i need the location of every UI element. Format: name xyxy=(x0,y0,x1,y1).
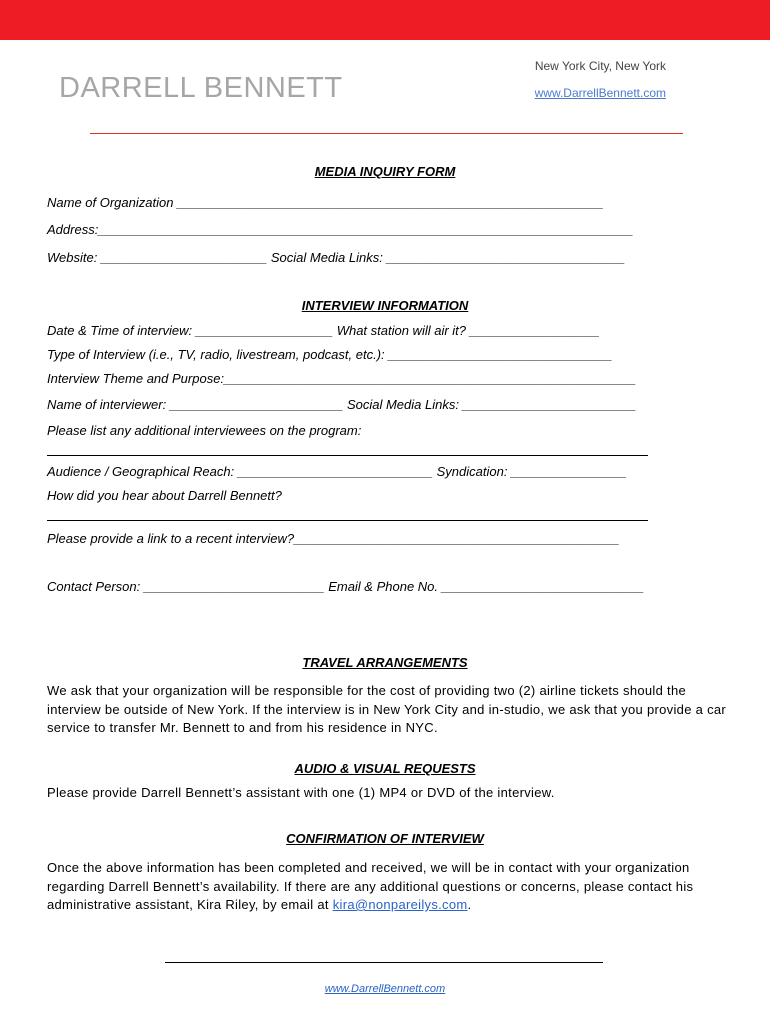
date-station-field[interactable]: Date & Time of interview: ___________________ What station will air it? __________________ xyxy=(47,323,600,338)
website-social-field[interactable]: Website: _______________________ Social Media Links: _________________________________ xyxy=(47,250,626,265)
av-title: AUDIO & VISUAL REQUESTS xyxy=(294,761,476,776)
travel-title: TRAVEL ARRANGEMENTS xyxy=(302,655,468,670)
additional-interviewees-blank[interactable] xyxy=(47,455,648,456)
confirmation-title: CONFIRMATION OF INTERVIEW xyxy=(286,831,484,846)
header-name: DARRELL BENNETT xyxy=(59,72,343,104)
footer-website-link[interactable]: www.DarrellBennett.com xyxy=(324,983,446,995)
how-heard-blank[interactable] xyxy=(47,520,648,521)
additional-interviewees-label: Please list any additional interviewees on the program: xyxy=(47,423,362,438)
header-website-link[interactable]: www.DarrellBennett.com xyxy=(534,86,666,100)
interviewer-field[interactable]: Name of interviewer: ________________________ Social Media Links: ________________________ xyxy=(47,397,637,412)
top-red-bar xyxy=(0,0,770,40)
confirmation-end: . xyxy=(467,897,472,912)
address-field[interactable]: Address:__________________________________________________________________________ xyxy=(47,222,634,237)
interview-theme-field[interactable]: Interview Theme and Purpose:_________________________________________________________ xyxy=(47,371,637,386)
header-location: New York City, New York xyxy=(534,59,666,73)
media-inquiry-title: MEDIA INQUIRY FORM xyxy=(314,164,456,179)
reach-syndication-field[interactable]: Audience / Geographical Reach: ___________________________ Syndication: ________________ xyxy=(47,464,627,479)
how-heard-label: How did you hear about Darrell Bennett? xyxy=(47,488,282,503)
confirmation-body: Once the above information has been completed and received, we will be in contact with your organization regarding Darrell Bennett’s availability. If there are any additional questions or concerns, please contact his administrative assistant, Kira Riley, by email at xyxy=(47,860,694,912)
interview-type-field[interactable]: Type of Interview (i.e., TV, radio, livestream, podcast, etc.): _______________________________ xyxy=(47,347,613,362)
travel-text: We ask that your organization will be responsible for the cost of providing two (2) airline tickets should the interview be outside of New York. If the interview is in New York City and in-studio, we ask that you provide a car service to transfer Mr. Bennett to and from his residence in NYC. xyxy=(47,683,727,735)
av-text: Please provide Darrell Bennett’s assistant with one (1) MP4 or DVD of the interview. xyxy=(47,785,555,800)
signature-line[interactable] xyxy=(165,962,603,963)
contact-field[interactable]: Contact Person: _________________________ Email & Phone No. ____________________________ xyxy=(47,579,645,594)
recent-interview-link-field[interactable]: Please provide a link to a recent interview?_____________________________________________ xyxy=(47,531,620,546)
assistant-email-link[interactable]: kira@nonpareilys.com xyxy=(332,897,468,912)
header-divider xyxy=(90,133,683,134)
organization-field[interactable]: Name of Organization ___________________________________________________________ xyxy=(47,195,604,210)
confirmation-text xyxy=(47,859,727,915)
interview-info-title: INTERVIEW INFORMATION xyxy=(301,298,469,313)
